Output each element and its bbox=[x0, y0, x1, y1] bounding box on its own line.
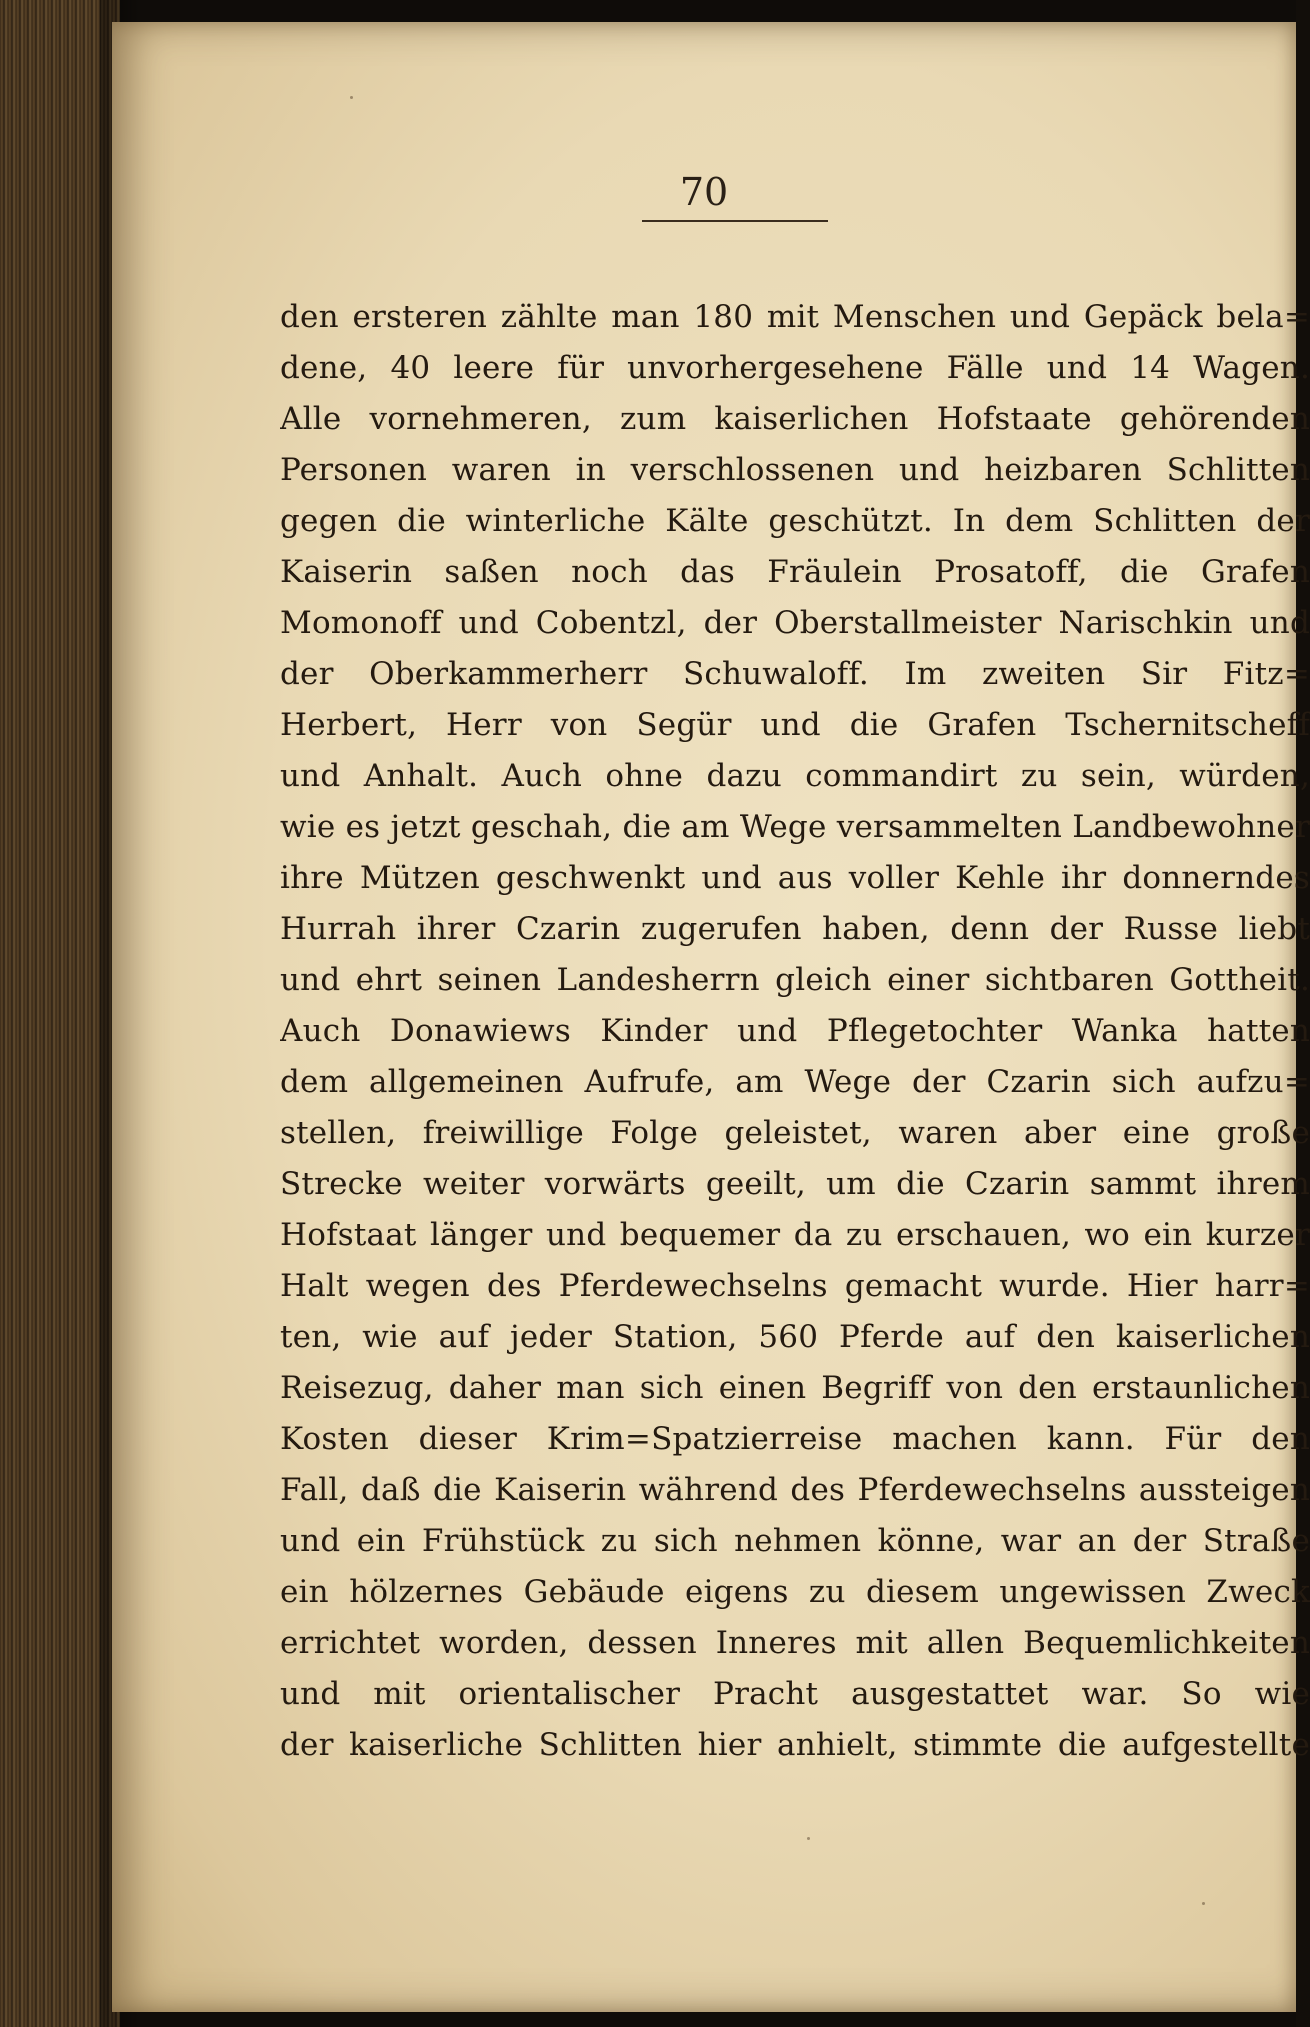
text-line: ein hölzernes Gebäude eigens zu diesem ungewissen Zweck bbox=[280, 1574, 1310, 1610]
text-line: und ehrt seinen Landesherrn gleich einer sichtbaren Gottheit. bbox=[280, 962, 1310, 998]
text-line: und Anhalt. Auch ohne dazu commandirt zu sein, würden, bbox=[280, 758, 1310, 794]
text-line: den ersteren zählte man 180 mit Menschen und Gepäck bela= bbox=[280, 299, 1310, 335]
text-line: Auch Donawiews Kinder und Pflegetochter Wanka hatten bbox=[280, 1013, 1310, 1049]
text-line: Strecke weiter vorwärts geeilt, um die Czarin sammt ihrem bbox=[280, 1166, 1310, 1202]
header-rule bbox=[642, 220, 828, 222]
text-line: stellen, freiwillige Folge geleistet, waren aber eine große bbox=[280, 1115, 1310, 1151]
text-line: und ein Frühstück zu sich nehmen könne, war an der Straße bbox=[280, 1523, 1310, 1559]
text-line: ihre Mützen geschwenkt und aus voller Kehle ihr donnerndes bbox=[280, 860, 1310, 896]
page-number: 70 bbox=[679, 170, 729, 214]
text-line: Hofstaat länger und bequemer da zu erschauen, wo ein kurzer bbox=[280, 1217, 1310, 1253]
text-line: Herbert, Herr von Segür und die Grafen Tschernitscheff bbox=[280, 707, 1310, 743]
book-page bbox=[112, 22, 1310, 2012]
text-line: dene, 40 leere für unvorhergesehene Fälle und 14 Wagen. bbox=[280, 350, 1310, 386]
text-line: Fall, daß die Kaiserin während des Pferdewechselns aussteigen bbox=[280, 1472, 1310, 1508]
text-line: Momonoff und Cobentzl, der Oberstallmeister Narischkin und bbox=[280, 605, 1310, 641]
text-line: ten, wie auf jeder Station, 560 Pferde auf den kaiserlichen bbox=[280, 1319, 1310, 1355]
text-line: wie es jetzt geschah, die am Wege versammelten Landbewohner bbox=[280, 809, 1310, 845]
text-line: Kaiserin saßen noch das Fräulein Prosatoff, die Grafen bbox=[280, 554, 1310, 590]
text-line: Alle vornehmeren, zum kaiserlichen Hofstaate gehörenden bbox=[280, 401, 1310, 437]
text-line: dem allgemeinen Aufrufe, am Wege der Czarin sich aufzu= bbox=[280, 1064, 1310, 1100]
paper-speck bbox=[807, 1837, 810, 1840]
text-line: errichtet worden, dessen Inneres mit allen Bequemlichkeiten bbox=[280, 1625, 1310, 1661]
text-line: und mit orientalischer Pracht ausgestattet war. So wie bbox=[280, 1676, 1310, 1712]
text-line: Hurrah ihrer Czarin zugerufen haben, denn der Russe liebt bbox=[280, 911, 1310, 947]
body-text bbox=[280, 292, 1310, 1771]
text-line: der Oberkammerherr Schuwaloff. Im zweiten Sir Fitz= bbox=[280, 656, 1310, 692]
text-line: Reisezug, daher man sich einen Begriff von den erstaunlichen bbox=[280, 1370, 1310, 1406]
text-line: Personen waren in verschlossenen und heizbaren Schlitten bbox=[280, 452, 1310, 488]
paper-speck bbox=[1202, 1902, 1205, 1905]
text-line: der kaiserliche Schlitten hier anhielt, stimmte die aufgestellte bbox=[280, 1727, 1310, 1763]
text-line: Halt wegen des Pferdewechselns gemacht wurde. Hier harr= bbox=[280, 1268, 1310, 1304]
text-line: gegen die winterliche Kälte geschützt. In dem Schlitten der bbox=[280, 503, 1310, 539]
paper-speck bbox=[350, 96, 353, 99]
text-line: Kosten dieser Krim=Spatzierreise machen kann. Für den bbox=[280, 1421, 1310, 1457]
